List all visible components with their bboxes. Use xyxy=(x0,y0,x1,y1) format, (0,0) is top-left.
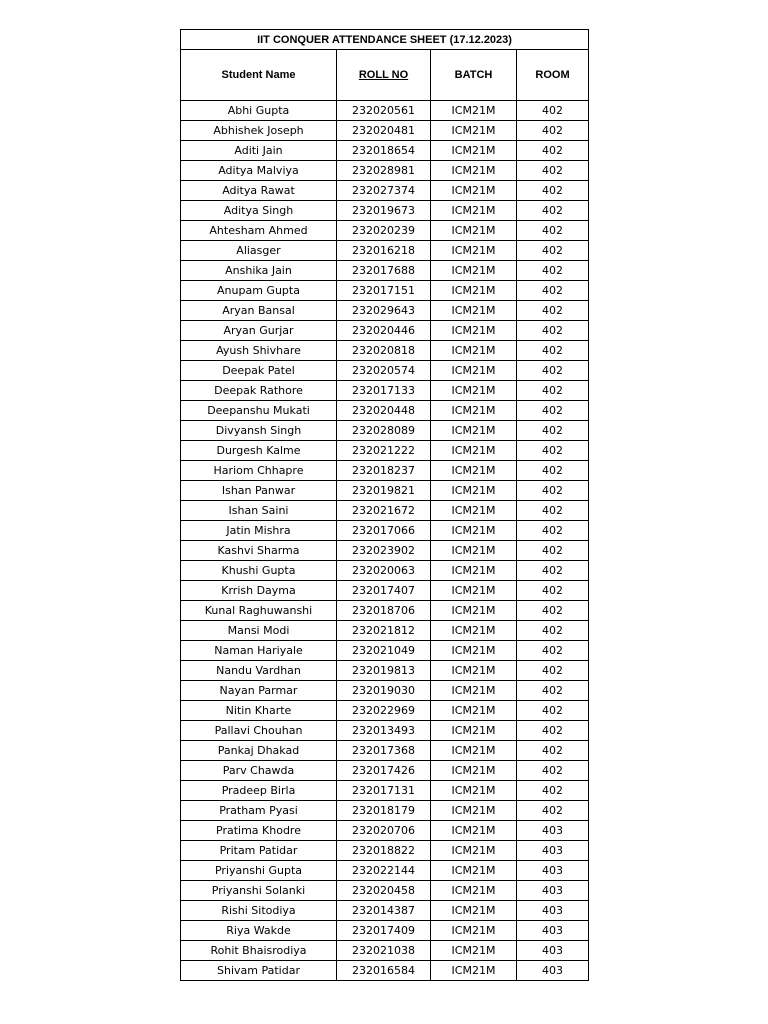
student-name-cell: Aliasger xyxy=(181,241,337,261)
room-cell: 402 xyxy=(517,281,589,301)
batch-cell: ICM21M xyxy=(431,261,517,281)
room-cell: 402 xyxy=(517,561,589,581)
room-cell: 403 xyxy=(517,861,589,881)
room-cell: 403 xyxy=(517,881,589,901)
table-row xyxy=(181,361,589,381)
batch-cell: ICM21M xyxy=(431,341,517,361)
roll-no-cell: 232017368 xyxy=(337,741,431,761)
header-row xyxy=(181,50,589,101)
roll-no-cell: 232028089 xyxy=(337,421,431,441)
student-name-cell: Jatin Mishra xyxy=(181,521,337,541)
room-cell: 402 xyxy=(517,661,589,681)
table-row xyxy=(181,961,589,981)
room-cell: 402 xyxy=(517,681,589,701)
header-batch: BATCH xyxy=(431,50,517,101)
batch-cell: ICM21M xyxy=(431,361,517,381)
student-name-cell: Deepak Rathore xyxy=(181,381,337,401)
roll-no-cell: 232020239 xyxy=(337,221,431,241)
roll-no-cell: 232027374 xyxy=(337,181,431,201)
student-name-cell: Riya Wakde xyxy=(181,921,337,941)
room-cell: 402 xyxy=(517,141,589,161)
batch-cell: ICM21M xyxy=(431,761,517,781)
roll-no-cell: 232013493 xyxy=(337,721,431,741)
batch-cell: ICM21M xyxy=(431,961,517,981)
student-name-cell: Pradeep Birla xyxy=(181,781,337,801)
roll-no-cell: 232019813 xyxy=(337,661,431,681)
roll-no-cell: 232019030 xyxy=(337,681,431,701)
batch-cell: ICM21M xyxy=(431,601,517,621)
room-cell: 402 xyxy=(517,341,589,361)
roll-no-cell: 232021038 xyxy=(337,941,431,961)
roll-no-cell: 232029643 xyxy=(337,301,431,321)
student-name-cell: Deepak Patel xyxy=(181,361,337,381)
room-cell: 402 xyxy=(517,321,589,341)
student-name-cell: Priyanshi Gupta xyxy=(181,861,337,881)
student-name-cell: Pritam Patidar xyxy=(181,841,337,861)
batch-cell: ICM21M xyxy=(431,641,517,661)
room-cell: 403 xyxy=(517,961,589,981)
student-name-cell: Divyansh Singh xyxy=(181,421,337,441)
room-cell: 402 xyxy=(517,501,589,521)
batch-cell: ICM21M xyxy=(431,861,517,881)
batch-cell: ICM21M xyxy=(431,441,517,461)
room-cell: 402 xyxy=(517,161,589,181)
batch-cell: ICM21M xyxy=(431,721,517,741)
batch-cell: ICM21M xyxy=(431,101,517,121)
roll-no-cell: 232017066 xyxy=(337,521,431,541)
table-row xyxy=(181,481,589,501)
table-row xyxy=(181,661,589,681)
table-row xyxy=(181,901,589,921)
attendance-table xyxy=(180,29,589,981)
batch-cell: ICM21M xyxy=(431,841,517,861)
room-cell: 402 xyxy=(517,761,589,781)
student-name-cell: Nandu Vardhan xyxy=(181,661,337,681)
table-row xyxy=(181,421,589,441)
room-cell: 402 xyxy=(517,641,589,661)
roll-no-cell: 232020446 xyxy=(337,321,431,341)
table-row xyxy=(181,301,589,321)
table-row xyxy=(181,541,589,561)
roll-no-cell: 232017151 xyxy=(337,281,431,301)
table-row xyxy=(181,281,589,301)
roll-no-cell: 232019821 xyxy=(337,481,431,501)
room-cell: 402 xyxy=(517,121,589,141)
room-cell: 402 xyxy=(517,621,589,641)
table-row xyxy=(181,341,589,361)
batch-cell: ICM21M xyxy=(431,661,517,681)
batch-cell: ICM21M xyxy=(431,281,517,301)
roll-no-cell: 232017131 xyxy=(337,781,431,801)
room-cell: 402 xyxy=(517,701,589,721)
room-cell: 403 xyxy=(517,841,589,861)
table-body xyxy=(181,101,589,981)
roll-no-cell: 232017688 xyxy=(337,261,431,281)
student-name-cell: Aditya Singh xyxy=(181,201,337,221)
batch-cell: ICM21M xyxy=(431,921,517,941)
table-row xyxy=(181,321,589,341)
student-name-cell: Abhishek Joseph xyxy=(181,121,337,141)
table-row xyxy=(181,581,589,601)
table-row xyxy=(181,161,589,181)
roll-no-cell: 232018654 xyxy=(337,141,431,161)
room-cell: 403 xyxy=(517,901,589,921)
table-row xyxy=(181,641,589,661)
table-row xyxy=(181,701,589,721)
roll-no-cell: 232017409 xyxy=(337,921,431,941)
batch-cell: ICM21M xyxy=(431,801,517,821)
student-name-cell: Rishi Sitodiya xyxy=(181,901,337,921)
table-row xyxy=(181,681,589,701)
batch-cell: ICM21M xyxy=(431,141,517,161)
roll-no-cell: 232020458 xyxy=(337,881,431,901)
batch-cell: ICM21M xyxy=(431,501,517,521)
batch-cell: ICM21M xyxy=(431,401,517,421)
roll-no-cell: 232018706 xyxy=(337,601,431,621)
table-row xyxy=(181,841,589,861)
table-row xyxy=(181,861,589,881)
batch-cell: ICM21M xyxy=(431,941,517,961)
table-row xyxy=(181,241,589,261)
batch-cell: ICM21M xyxy=(431,681,517,701)
room-cell: 402 xyxy=(517,401,589,421)
room-cell: 402 xyxy=(517,461,589,481)
room-cell: 402 xyxy=(517,781,589,801)
roll-no-cell: 232021672 xyxy=(337,501,431,521)
roll-no-cell: 232022969 xyxy=(337,701,431,721)
roll-no-cell: 232021812 xyxy=(337,621,431,641)
table-row xyxy=(181,561,589,581)
batch-cell: ICM21M xyxy=(431,421,517,441)
student-name-cell: Aditya Malviya xyxy=(181,161,337,181)
batch-cell: ICM21M xyxy=(431,321,517,341)
student-name-cell: Krrish Dayma xyxy=(181,581,337,601)
batch-cell: ICM21M xyxy=(431,581,517,601)
roll-no-cell: 232016218 xyxy=(337,241,431,261)
table-row xyxy=(181,261,589,281)
student-name-cell: Nitin Kharte xyxy=(181,701,337,721)
table-row xyxy=(181,381,589,401)
batch-cell: ICM21M xyxy=(431,161,517,181)
room-cell: 402 xyxy=(517,181,589,201)
room-cell: 402 xyxy=(517,101,589,121)
batch-cell: ICM21M xyxy=(431,541,517,561)
batch-cell: ICM21M xyxy=(431,201,517,221)
student-name-cell: Pankaj Dhakad xyxy=(181,741,337,761)
room-cell: 402 xyxy=(517,721,589,741)
student-name-cell: Aryan Bansal xyxy=(181,301,337,321)
table-row xyxy=(181,741,589,761)
batch-cell: ICM21M xyxy=(431,461,517,481)
student-name-cell: Kunal Raghuwanshi xyxy=(181,601,337,621)
attendance-sheet xyxy=(180,29,588,981)
roll-no-cell: 232020481 xyxy=(337,121,431,141)
batch-cell: ICM21M xyxy=(431,241,517,261)
table-row xyxy=(181,441,589,461)
batch-cell: ICM21M xyxy=(431,781,517,801)
student-name-cell: Pallavi Chouhan xyxy=(181,721,337,741)
roll-no-cell: 232020448 xyxy=(337,401,431,421)
student-name-cell: Pratima Khodre xyxy=(181,821,337,841)
room-cell: 402 xyxy=(517,481,589,501)
student-name-cell: Ishan Panwar xyxy=(181,481,337,501)
student-name-cell: Parv Chawda xyxy=(181,761,337,781)
batch-cell: ICM21M xyxy=(431,701,517,721)
table-row xyxy=(181,941,589,961)
table-row xyxy=(181,181,589,201)
roll-no-cell: 232020818 xyxy=(337,341,431,361)
sheet-title: IIT CONQUER ATTENDANCE SHEET (17.12.2023) xyxy=(181,30,589,50)
roll-no-cell: 232021222 xyxy=(337,441,431,461)
student-name-cell: Naman Hariyale xyxy=(181,641,337,661)
table-row xyxy=(181,221,589,241)
student-name-cell: Anshika Jain xyxy=(181,261,337,281)
room-cell: 402 xyxy=(517,221,589,241)
table-row xyxy=(181,781,589,801)
student-name-cell: Abhi Gupta xyxy=(181,101,337,121)
roll-no-cell: 232028981 xyxy=(337,161,431,181)
roll-no-cell: 232020706 xyxy=(337,821,431,841)
table-row xyxy=(181,761,589,781)
batch-cell: ICM21M xyxy=(431,881,517,901)
student-name-cell: Kashvi Sharma xyxy=(181,541,337,561)
student-name-cell: Hariom Chhapre xyxy=(181,461,337,481)
table-row xyxy=(181,921,589,941)
header-roll-no xyxy=(337,50,431,101)
header-roll-no-label: ROLL NO xyxy=(358,69,409,81)
batch-cell: ICM21M xyxy=(431,221,517,241)
roll-no-cell: 232017426 xyxy=(337,761,431,781)
table-row xyxy=(181,881,589,901)
batch-cell: ICM21M xyxy=(431,481,517,501)
batch-cell: ICM21M xyxy=(431,521,517,541)
student-name-cell: Aditya Rawat xyxy=(181,181,337,201)
batch-cell: ICM21M xyxy=(431,621,517,641)
room-cell: 402 xyxy=(517,601,589,621)
table-row xyxy=(181,821,589,841)
student-name-cell: Pratham Pyasi xyxy=(181,801,337,821)
room-cell: 402 xyxy=(517,541,589,561)
batch-cell: ICM21M xyxy=(431,381,517,401)
room-cell: 402 xyxy=(517,741,589,761)
table-row xyxy=(181,201,589,221)
student-name-cell: Khushi Gupta xyxy=(181,561,337,581)
student-name-cell: Deepanshu Mukati xyxy=(181,401,337,421)
batch-cell: ICM21M xyxy=(431,121,517,141)
student-name-cell: Shivam Patidar xyxy=(181,961,337,981)
room-cell: 403 xyxy=(517,921,589,941)
roll-no-cell: 232020574 xyxy=(337,361,431,381)
table-row xyxy=(181,801,589,821)
room-cell: 402 xyxy=(517,261,589,281)
table-row xyxy=(181,401,589,421)
student-name-cell: Ahtesham Ahmed xyxy=(181,221,337,241)
table-row xyxy=(181,141,589,161)
roll-no-cell: 232019673 xyxy=(337,201,431,221)
room-cell: 402 xyxy=(517,421,589,441)
batch-cell: ICM21M xyxy=(431,561,517,581)
room-cell: 402 xyxy=(517,201,589,221)
roll-no-cell: 232020063 xyxy=(337,561,431,581)
room-cell: 402 xyxy=(517,441,589,461)
roll-no-cell: 232020561 xyxy=(337,101,431,121)
roll-no-cell: 232017133 xyxy=(337,381,431,401)
table-row xyxy=(181,521,589,541)
table-row xyxy=(181,461,589,481)
room-cell: 402 xyxy=(517,241,589,261)
roll-no-cell: 232017407 xyxy=(337,581,431,601)
table-row xyxy=(181,621,589,641)
student-name-cell: Priyanshi Solanki xyxy=(181,881,337,901)
roll-no-cell: 232022144 xyxy=(337,861,431,881)
roll-no-cell: 232018179 xyxy=(337,801,431,821)
roll-no-cell: 232021049 xyxy=(337,641,431,661)
table-row xyxy=(181,501,589,521)
roll-no-cell: 232016584 xyxy=(337,961,431,981)
table-row xyxy=(181,601,589,621)
table-row xyxy=(181,121,589,141)
roll-no-cell: 232018237 xyxy=(337,461,431,481)
student-name-cell: Rohit Bhaisrodiya xyxy=(181,941,337,961)
header-student-name: Student Name xyxy=(181,50,337,101)
roll-no-cell: 232014387 xyxy=(337,901,431,921)
student-name-cell: Ishan Saini xyxy=(181,501,337,521)
title-row xyxy=(181,30,589,50)
room-cell: 402 xyxy=(517,381,589,401)
student-name-cell: Nayan Parmar xyxy=(181,681,337,701)
table-row xyxy=(181,721,589,741)
student-name-cell: Aryan Gurjar xyxy=(181,321,337,341)
student-name-cell: Ayush Shivhare xyxy=(181,341,337,361)
room-cell: 402 xyxy=(517,521,589,541)
room-cell: 402 xyxy=(517,801,589,821)
roll-no-cell: 232023902 xyxy=(337,541,431,561)
room-cell: 402 xyxy=(517,581,589,601)
batch-cell: ICM21M xyxy=(431,301,517,321)
student-name-cell: Durgesh Kalme xyxy=(181,441,337,461)
header-room: ROOM xyxy=(517,50,589,101)
student-name-cell: Mansi Modi xyxy=(181,621,337,641)
batch-cell: ICM21M xyxy=(431,181,517,201)
table-row xyxy=(181,101,589,121)
roll-no-cell: 232018822 xyxy=(337,841,431,861)
batch-cell: ICM21M xyxy=(431,741,517,761)
batch-cell: ICM21M xyxy=(431,821,517,841)
student-name-cell: Anupam Gupta xyxy=(181,281,337,301)
room-cell: 403 xyxy=(517,821,589,841)
room-cell: 402 xyxy=(517,301,589,321)
room-cell: 403 xyxy=(517,941,589,961)
batch-cell: ICM21M xyxy=(431,901,517,921)
room-cell: 402 xyxy=(517,361,589,381)
student-name-cell: Aditi Jain xyxy=(181,141,337,161)
